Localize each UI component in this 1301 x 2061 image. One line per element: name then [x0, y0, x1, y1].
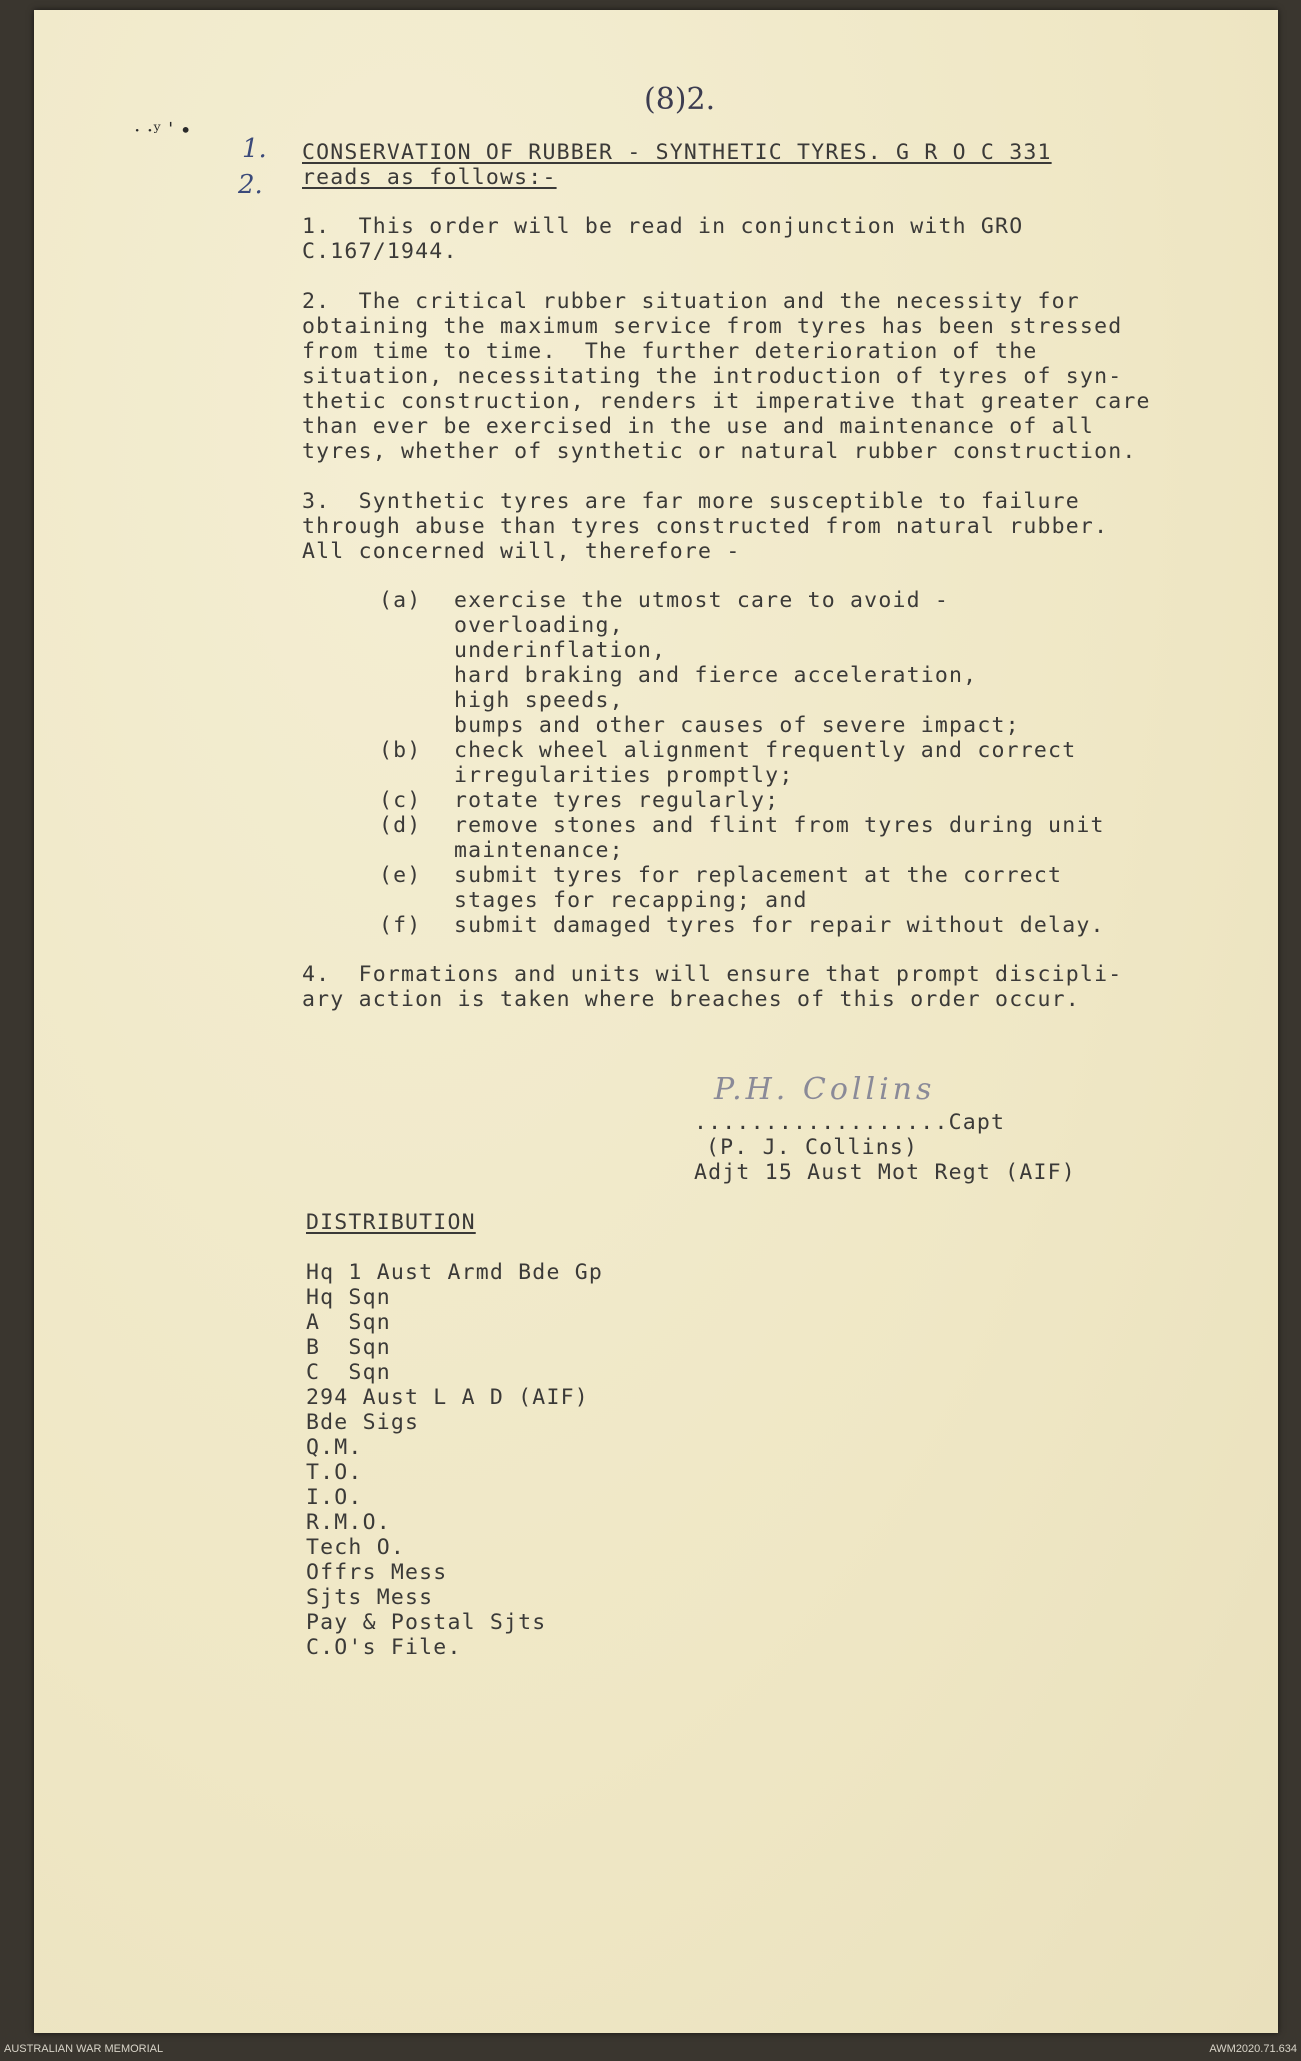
margin-ticks: · ·ʸ ˈ • — [134, 118, 192, 142]
list-item-d-line-2: maintenance; — [454, 838, 624, 863]
list-item-c-line-1: rotate tyres regularly; — [454, 788, 780, 813]
distribution-item: A Sqn — [306, 1310, 391, 1335]
paragraph-3-line-3: All concerned will, therefore - — [302, 539, 741, 564]
distribution-item: Pay & Postal Sjts — [306, 1610, 547, 1635]
list-item-e-line-1: submit tyres for replacement at the correct — [454, 863, 1063, 888]
list-marker-d: (d) — [379, 813, 422, 838]
distribution-item: I.O. — [306, 1485, 363, 1510]
paragraph-2-line-6: than ever be exercised in the use and maintenance of all — [302, 414, 1095, 439]
signature-scribble: P.H. Collins — [714, 1072, 936, 1107]
list-item-a-line-5: high speeds, — [454, 688, 624, 713]
distribution-item: Bde Sigs — [306, 1410, 420, 1435]
distribution-item: R.M.O. — [306, 1510, 391, 1535]
distribution-item: Q.M. — [306, 1435, 363, 1460]
list-marker-a: (a) — [379, 588, 422, 613]
distribution-item: Sjts Mess — [306, 1585, 434, 1610]
distribution-item: Offrs Mess — [306, 1560, 448, 1585]
archive-reference: AWM2020.71.634 — [1209, 2043, 1297, 2055]
closing-paragraph-line-2: ary action is taken where breaches of this order occur. — [302, 987, 1080, 1012]
distribution-item: T.O. — [306, 1460, 363, 1485]
archive-credit: AUSTRALIAN WAR MEMORIAL — [4, 2043, 164, 2055]
list-item-a-line-1: exercise the utmost care to avoid - — [454, 588, 950, 613]
paragraph-3-line-2: through abuse than tyres constructed from natural rubber. — [302, 514, 1109, 539]
paragraph-1-line-2: C.167/1944. — [302, 239, 458, 264]
signatory-name: (P. J. Collins) — [706, 1135, 919, 1160]
list-item-e-line-2: stages for recapping; and — [454, 888, 808, 913]
list-item-a-line-6: bumps and other causes of severe impact; — [454, 713, 1020, 738]
signatory-title: Adjt 15 Aust Mot Regt (AIF) — [694, 1160, 1076, 1185]
paragraph-2-line-7: tyres, whether of synthetic or natural rubber construction. — [302, 439, 1137, 464]
heading-reads: reads as follows:- — [302, 165, 557, 190]
paragraph-2-line-2: obtaining the maximum service from tyres has been stressed — [302, 314, 1123, 339]
closing-paragraph-line-1: 4. Formations and units will ensure that prompt discipli- — [302, 962, 1123, 987]
document-page — [34, 10, 1278, 2033]
margin-mark-1: 1. — [242, 134, 267, 164]
paragraph-2-line-5: thetic construction, renders it imperative that greater care — [302, 389, 1151, 414]
paragraph-2-line-4: situation, necessitating the introduction of tyres of syn- — [302, 364, 1123, 389]
distribution-item: Hq 1 Aust Armd Bde Gp — [306, 1260, 604, 1285]
paragraph-3-line-1: 3. Synthetic tyres are far more susceptible to failure — [302, 489, 1080, 514]
list-marker-f: (f) — [379, 913, 422, 938]
distribution-heading: DISTRIBUTION — [306, 1210, 476, 1235]
list-item-a-line-2: overloading, — [454, 613, 624, 638]
list-item-a-line-3: underinflation, — [454, 638, 667, 663]
list-marker-b: (b) — [379, 738, 422, 763]
paragraph-2-line-3: from time to time. The further deterioration of the — [302, 339, 1038, 364]
distribution-item: Tech O. — [306, 1535, 406, 1560]
list-item-f-line-1: submit damaged tyres for repair without delay. — [454, 913, 1105, 938]
list-item-b-line-1: check wheel alignment frequently and correct — [454, 738, 1077, 763]
signature-line: ..................Capt — [694, 1110, 1006, 1135]
margin-mark-2: 2. — [238, 170, 263, 200]
list-marker-e: (e) — [379, 863, 422, 888]
page-number: (8)2. — [644, 82, 716, 117]
list-item-a-line-4: hard braking and fierce acceleration, — [454, 663, 978, 688]
list-item-b-line-2: irregularities promptly; — [454, 763, 794, 788]
list-marker-c: (c) — [379, 788, 422, 813]
paragraph-1-line-1: 1. This order will be read in conjunction with GRO — [302, 214, 1024, 239]
distribution-item: B Sqn — [306, 1335, 391, 1360]
paragraph-2-line-1: 2. The critical rubber situation and the necessity for — [302, 289, 1080, 314]
list-item-d-line-1: remove stones and flint from tyres during unit — [454, 813, 1105, 838]
distribution-item: C Sqn — [306, 1360, 391, 1385]
distribution-item: 294 Aust L A D (AIF) — [306, 1385, 589, 1410]
document-heading: CONSERVATION OF RUBBER - SYNTHETIC TYRES. G R O C 331 — [302, 140, 1052, 165]
distribution-item: C.O's File. — [306, 1635, 462, 1660]
distribution-item: Hq Sqn — [306, 1285, 391, 1310]
